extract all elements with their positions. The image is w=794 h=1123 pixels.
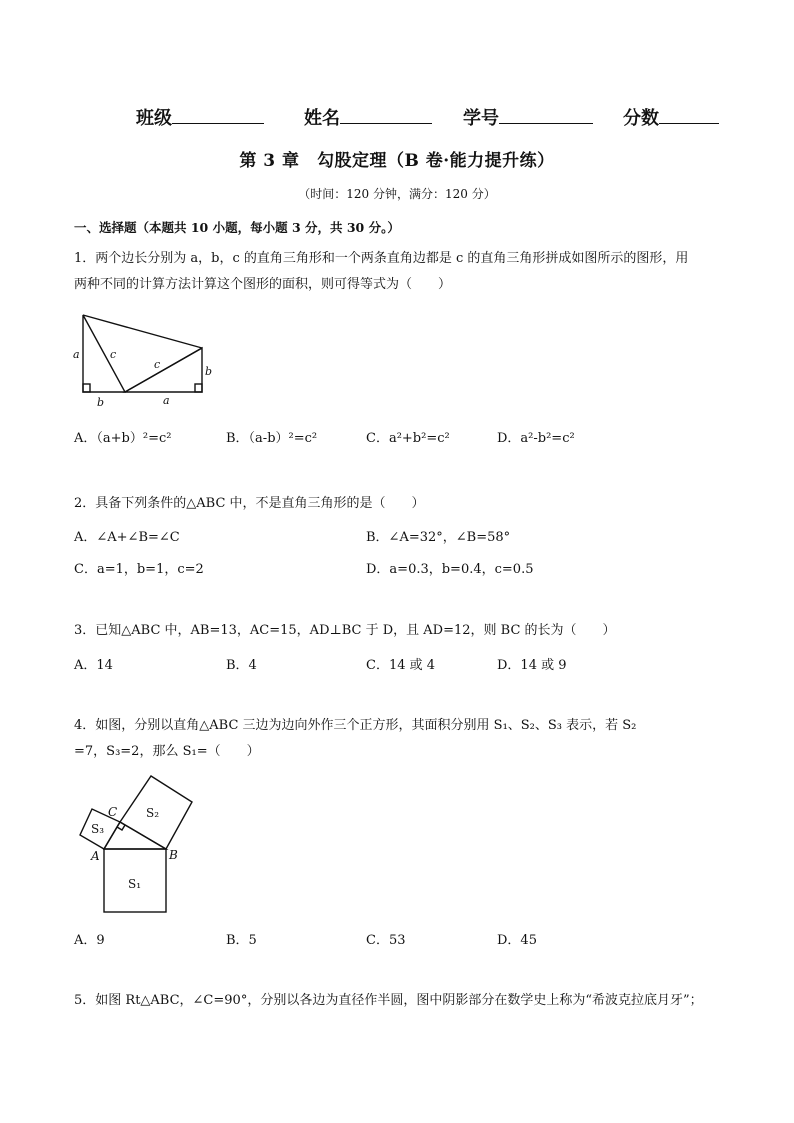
q3-option-a[interactable]: A．14 — [74, 658, 113, 673]
q4-option-c[interactable]: C．53 — [366, 933, 406, 948]
class-label: 班级 — [136, 108, 172, 129]
q1-option-d[interactable]: D．a²-b²=c² — [497, 431, 575, 446]
q4-option-b[interactable]: B．5 — [226, 933, 257, 948]
id-blank[interactable] — [499, 105, 593, 124]
q1-option-b[interactable]: B．（a-b）²=c² — [226, 431, 318, 446]
fig4-label-s1: S₁ — [128, 877, 142, 891]
name-field — [304, 104, 432, 130]
question-4-text — [74, 713, 724, 765]
q2-option-d[interactable]: D．a=0.3，b=0.4，c=0.5 — [366, 562, 534, 577]
class-blank[interactable] — [172, 105, 264, 124]
question-5-text — [74, 988, 724, 1014]
question-2-text — [74, 491, 724, 517]
question-3-line1: 3．已知△ABC 中，AB=13，AC=15，AD⊥BC 于 D，且 AD=12，则 BC 的长为（ ） — [74, 623, 616, 638]
q3-option-d[interactable]: D．14 或 9 — [497, 658, 567, 673]
fig1-right-angle-right — [195, 384, 202, 392]
question-5-line1: 5．如图 Rt△ABC，∠C=90°，分别以各边为直径作半圆，图中阴影部分在数学史上称为“希波克拉底月牙”； — [74, 993, 703, 1008]
q1-option-a[interactable]: A．（a+b）²=c² — [74, 431, 172, 446]
fig1-label-b-bottom: b — [97, 396, 105, 409]
fig1-top-edge — [83, 315, 202, 348]
fig1-right-angle-left — [83, 384, 90, 392]
fig4-label-a: A — [91, 849, 100, 863]
question-1-figure — [70, 312, 220, 412]
q2-option-b[interactable]: B．∠A=32°，∠B=58° — [366, 530, 511, 545]
fig1-hyp-right — [125, 348, 202, 392]
q2-option-c[interactable]: C．a=1，b=1，c=2 — [74, 562, 204, 577]
fig1-label-a-bottom: a — [163, 394, 170, 407]
q2-option-a[interactable]: A．∠A+∠B=∠C — [74, 530, 180, 545]
question-1-line1: 1．两个边长分别为 a，b，c 的直角三角形和一个两条直角边都是 c 的直角三角形拼成如图所示的图形，用 — [74, 251, 689, 266]
fig1-label-b-right: b — [205, 365, 213, 378]
q3-option-b[interactable]: B．4 — [226, 658, 257, 673]
fig1-left-triangle — [83, 315, 125, 392]
class-field — [136, 104, 264, 130]
fig4-label-s2: S₂ — [146, 806, 160, 820]
exam-meta: （时间：120 分钟，满分：120 分） — [298, 187, 496, 201]
name-label: 姓名 — [304, 108, 340, 129]
q4-option-d[interactable]: D．45 — [497, 933, 537, 948]
fig1-label-a-left: a — [73, 348, 80, 361]
fig4-triangle-abc — [104, 822, 166, 849]
question-4-line1: 4．如图，分别以直角△ABC 三边为边向外作三个正方形，其面积分别用 S₁、S₂、S₃ 表示，若 S₂ — [74, 718, 637, 733]
id-label: 学号 — [463, 108, 499, 129]
fig4-label-s3: S₃ — [91, 822, 105, 836]
fig4-label-c: C — [108, 805, 118, 819]
score-field — [623, 104, 719, 130]
score-label: 分数 — [623, 108, 659, 129]
fig4-label-b: B — [169, 848, 178, 862]
q1-option-c[interactable]: C．a²+b²=c² — [366, 431, 450, 446]
student-info-row — [0, 104, 794, 130]
fig1-label-c-left: c — [110, 348, 117, 361]
fig1-label-c-right: c — [154, 358, 161, 371]
page-title: 第 3 章 勾股定理（B 卷·能力提升练） — [239, 151, 555, 171]
name-blank[interactable] — [340, 105, 432, 124]
section-heading: 一、选择题（本题共 10 小题，每小题 3 分，共 30 分。） — [74, 220, 400, 235]
question-2-line1: 2．具备下列条件的△ABC 中，不是直角三角形的是（ ） — [74, 496, 425, 511]
score-blank[interactable] — [659, 105, 719, 124]
question-3-text — [74, 618, 724, 644]
question-1-text — [74, 246, 724, 298]
question-1-line2: 两种不同的计算方法计算这个图形的面积，则可得等式为（ ） — [74, 277, 452, 292]
question-4-figure — [76, 772, 196, 917]
q4-option-a[interactable]: A．9 — [74, 933, 105, 948]
q3-option-c[interactable]: C．14 或 4 — [366, 658, 436, 673]
id-field — [463, 104, 593, 130]
question-4-line2: =7，S₃=2，那么 S₁=（ ） — [74, 744, 260, 759]
